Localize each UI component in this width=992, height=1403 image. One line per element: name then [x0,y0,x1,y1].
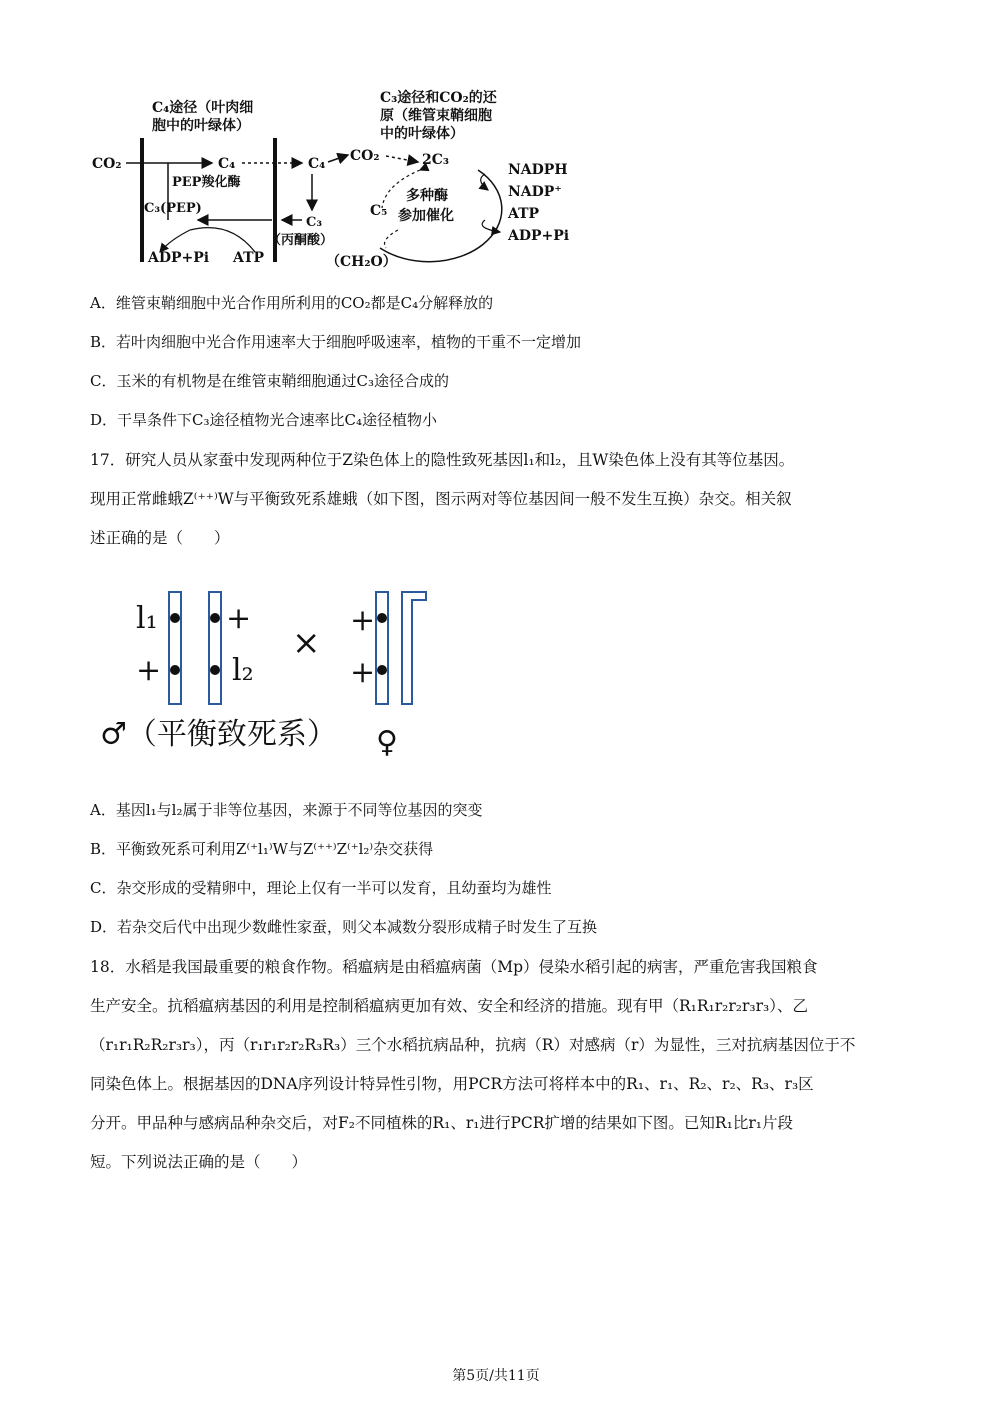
c3-pep-label: C₃(PEP) [144,201,202,216]
male-l1-label: l₁ [136,601,158,636]
c5-label: C₅ [370,203,388,219]
co2-left-label: CO₂ [92,156,122,172]
pyruvate-label: （丙酮酸） [268,233,334,248]
c4-mid-label: C₄ [218,156,236,172]
q18-stem-line4: 同染色体上。根据基因的DNA序列设计特异性引物，用PCR方法可将样本中的R₁、r₁、R₂、r₂、R₃、r₃区 [90,1075,814,1093]
q18-stem-line2: 生产安全。抗稻瘟病基因的利用是控制稻瘟病更加有效、安全和经济的措施。现有甲（R₁R₁r₂r₂r₃r₃）、乙 [90,997,809,1015]
ch2o-label: （CH₂O） [326,254,397,270]
male-l2-label: l₂ [232,653,254,688]
male-plus-bottom-label: + [136,653,162,688]
page-footer: 第5页/共11页 [452,1368,540,1384]
q17-option-a: A．基因l₁与l₂属于非等位基因，来源于不同等位基因的突变 [90,801,483,819]
female-label: ♀ [376,725,398,760]
q16-option-a: A．维管束鞘细胞中光合作用所利用的CO₂都是C₄分解释放的 [90,294,494,312]
c4-c3-pathway-diagram [80,80,600,280]
enzymes-label-1: 多种酶 [406,188,448,204]
chromosome-cross-diagram [100,580,460,760]
male-chromosome-2 [209,592,221,704]
co2-right-label: CO₂ [350,148,380,164]
atp-left-label: ATP [233,250,265,266]
nadph-label: NADPH [508,162,568,178]
q17-stem-line1: 17．研究人员从家蚕中发现两种位于Z染色体上的隐性致死基因l₁和l₂，且W染色体上没有其等位基因。 [90,451,795,469]
adp-pi-right-label: ADP+Pi [508,228,570,244]
q17-option-c: C．杂交形成的受精卵中，理论上仅有一半可以发育，且幼蚕均为雄性 [90,879,552,897]
male-chromosome-1 [169,592,181,704]
c3-title-line3: 中的叶绿体） [380,126,464,142]
female-w-chromosome [402,592,426,704]
enzymes-label-2: 参加催化 [398,208,454,224]
q18-stem-line3: （r₁r₁R₂R₂r₃r₃），丙（r₁r₁r₂r₂R₃R₃）三个水稻抗病品种，抗病（R）对感病（r）为显性，三对抗病基因位于不 [90,1036,856,1054]
c3-pyruvate-label: C₃ [306,215,323,230]
c4-title-line1: C₄途径（叶肉细 [152,100,254,116]
q17-option-d: D．若杂交后代中出现少数雌性家蚕，则父本减数分裂形成精子时发生了互换 [90,918,598,936]
atp-right-label: ATP [508,206,540,222]
female-plus-bottom-label: + [350,655,376,690]
q17-stem-line2: 现用正常雌蛾Z⁽⁺⁺⁾W与平衡致死系雄蛾（如下图，图示两对等位基因间一般不发生互换）杂交。相关叙 [90,490,792,508]
q17-option-b: B．平衡致死系可利用Z⁽⁺l₁⁾W与Z⁽⁺⁺⁾Z⁽⁺l₂⁾杂交获得 [90,840,434,858]
pep-enzyme-label: PEP羧化酶 [172,175,241,190]
female-plus-top-label: + [350,603,376,638]
q18-stem-line1: 18．水稻是我国最重要的粮食作物。稻瘟病是由稻瘟病菌（Mp）侵染水稻引起的病害，严重危害我国粮食 [90,958,818,976]
q16-option-d: D．干旱条件下C₃途径植物光合速率比C₄途径植物小 [90,411,438,429]
q16-option-b: B．若叶肉细胞中光合作用速率大于细胞呼吸速率，植物的干重不一定增加 [90,333,582,351]
c4-right-label: C₄ [308,156,326,172]
q17-stem-line3: 述正确的是（ ） [90,529,230,547]
c3-title-line1: C₃途径和CO₂的还 [380,90,497,106]
adp-pi-left-label: ADP+Pi [148,250,210,266]
q18-stem-line6: 短。下列说法正确的是（ ） [90,1153,308,1171]
male-plus-top-label: + [226,601,252,636]
c3-title-line2: 原（维管束鞘细胞 [380,108,492,124]
female-z-chromosome [376,592,388,704]
nadp-label: NADP⁺ [508,184,562,200]
q18-stem-line5: 分开。甲品种与感病品种杂交后，对F₂不同植株的R₁、r₁进行PCR扩增的结果如下图。已知R₁比r₁片段 [90,1114,793,1132]
c4-title-line2: 胞中的叶绿体） [152,118,250,134]
two-c3-label: 2C₃ [422,152,450,168]
male-label: ♂（平衡致死系） [100,717,337,752]
q16-option-c: C．玉米的有机物是在维管束鞘细胞通过C₃途径合成的 [90,372,449,390]
cross-symbol: × [292,623,321,663]
